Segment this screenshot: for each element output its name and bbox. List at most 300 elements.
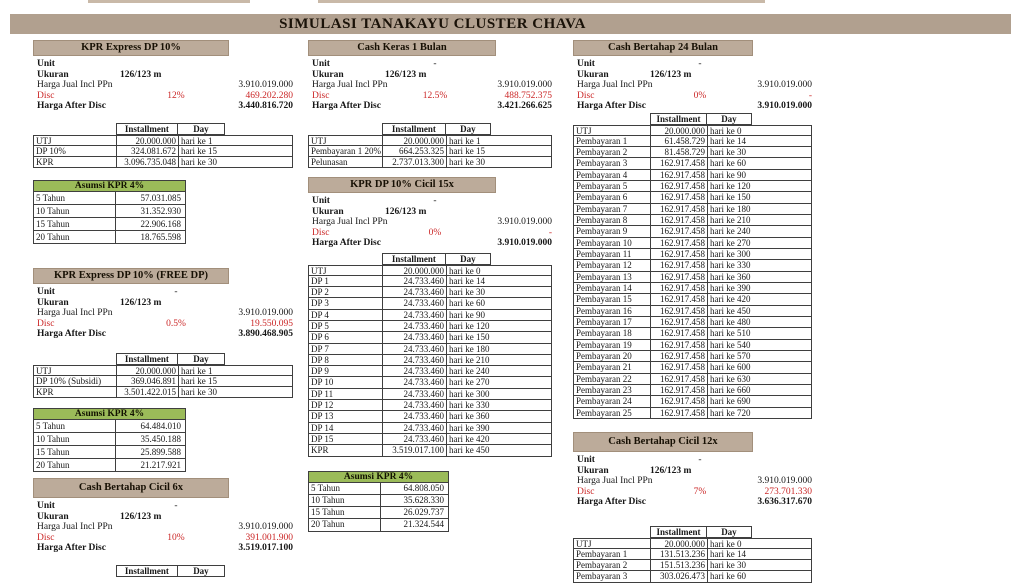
field-amount: 469.202.280 <box>245 90 293 101</box>
installment-value: 162.917.458 <box>651 396 708 406</box>
field-label: Disc <box>312 90 330 101</box>
installment-value: 24.733.460 <box>383 411 447 421</box>
schedule-row <box>573 549 812 560</box>
cicilan-value: 22.906.168 <box>140 218 181 229</box>
day-value: hari ke 240 <box>449 366 490 377</box>
schedule-row <box>573 260 812 271</box>
field-label: Disc <box>37 532 55 543</box>
payment-label: Pembayaran 12 <box>574 260 651 270</box>
payment-label: Pembayaran 21 <box>574 362 651 372</box>
section-info <box>575 59 812 112</box>
installment-value: 162.917.458 <box>651 294 708 304</box>
section-header: Cash Bertahap 24 Bulan <box>573 40 753 56</box>
schedule-row <box>573 238 812 249</box>
payment-label: Pembayaran 25 <box>574 408 651 418</box>
field-label: Unit <box>577 455 595 465</box>
field-label: Disc <box>37 90 55 101</box>
schedule-row <box>308 445 552 456</box>
installment-column-header: Installment <box>651 114 707 124</box>
schedule-row <box>308 355 552 366</box>
schedule-row <box>573 385 812 396</box>
installment-value: 162.917.458 <box>651 408 708 418</box>
field-label: Ukuran <box>312 69 344 80</box>
installment-value: 162.917.458 <box>651 260 708 270</box>
info-row-harga-after-disc <box>35 101 293 112</box>
day-value: hari ke 570 <box>710 351 751 362</box>
day-value: hari ke 720 <box>710 407 751 418</box>
installment-value: 303.026.473 <box>651 571 708 581</box>
field-label: Harga Jual Incl PPn <box>37 522 113 532</box>
asumsi-row <box>308 507 449 519</box>
schedule-row <box>308 400 552 411</box>
day-column-header: Day <box>721 526 737 537</box>
section-info <box>35 501 293 554</box>
cicilan-value: 64.484.010 <box>140 420 181 431</box>
section-kpr-express-dp10-free-dp <box>35 268 293 472</box>
day-value: hari ke 14 <box>449 275 485 286</box>
schedule-header-row <box>116 565 225 577</box>
payment-label: DP 4 <box>309 310 383 320</box>
cicilan-value: 57.031.085 <box>140 192 181 203</box>
payment-label: UTJ <box>574 539 651 548</box>
installment-value: 162.917.458 <box>651 374 708 384</box>
info-row-disc <box>310 228 552 239</box>
field-label: Disc <box>312 227 330 238</box>
payment-label: KPR <box>34 387 117 397</box>
day-value: hari ke 150 <box>449 332 490 343</box>
field-label: Ukuran <box>312 206 344 217</box>
field-mid-value: - <box>174 501 178 511</box>
payment-label: UTJ <box>34 366 117 375</box>
day-value: hari ke 180 <box>710 203 751 214</box>
field-label: Unit <box>577 59 595 69</box>
field-amount: 3.910.019.000 <box>497 238 552 248</box>
day-value: hari ke 90 <box>449 309 485 320</box>
schedule-row <box>573 396 812 407</box>
payment-label: Pembayaran 14 <box>574 283 651 293</box>
day-value: hari ke 14 <box>710 548 746 559</box>
payment-label: KPR <box>34 157 117 167</box>
day-value: hari ke 1 <box>181 365 213 376</box>
section-header: KPR Express DP 10% <box>33 40 229 56</box>
section-cash-keras-1-bulan <box>310 40 552 168</box>
day-value: hari ke 1 <box>449 135 481 146</box>
field-amount: 3.910.019.000 <box>757 101 812 111</box>
tenor-label: 5 Tahun <box>309 483 381 494</box>
field-amount: 3.890.468.905 <box>238 329 293 339</box>
installment-value: 162.917.458 <box>651 170 708 180</box>
installment-value: 162.917.458 <box>651 272 708 282</box>
field-amount: - <box>548 227 552 238</box>
payment-label: DP 1 <box>309 276 383 286</box>
day-column-header: Day <box>193 123 209 134</box>
schedule-row <box>308 146 552 157</box>
schedule-row <box>33 146 293 157</box>
info-row-ukuran <box>575 466 812 477</box>
payment-label: Pembayaran 2 <box>574 560 651 570</box>
day-value: hari ke 150 <box>710 192 751 203</box>
asumsi-row <box>308 519 449 531</box>
asumsi-row <box>33 433 186 446</box>
day-value: hari ke 120 <box>449 320 490 331</box>
installment-value: 151.513.236 <box>651 560 708 570</box>
field-label: Ukuran <box>37 69 69 80</box>
field-label: Ukuran <box>37 511 69 522</box>
info-row-harga-jual <box>310 80 552 91</box>
info-row-harga-jual <box>575 80 812 91</box>
field-mid-value: 12.5% <box>422 90 448 101</box>
installment-value: 162.917.458 <box>651 306 708 316</box>
schedule-row <box>573 560 812 571</box>
schedule-table <box>573 113 812 420</box>
tenor-label: 5 Tahun <box>34 192 116 204</box>
section-header: KPR Express DP 10% (FREE DP) <box>33 268 229 284</box>
info-row-unit <box>310 196 552 207</box>
installment-value: 162.917.458 <box>651 215 708 225</box>
asumsi-row <box>33 446 186 459</box>
payment-label: DP 14 <box>309 423 383 433</box>
installment-value: 24.733.460 <box>383 400 447 410</box>
field-label: Disc <box>577 90 595 101</box>
schedule-row <box>308 389 552 400</box>
installment-value: 24.733.460 <box>383 321 447 331</box>
payment-label: Pembayaran 17 <box>574 317 651 327</box>
schedule-header-row <box>116 353 225 365</box>
payment-label: DP 3 <box>309 298 383 308</box>
installment-value: 24.733.460 <box>383 310 447 320</box>
installment-value: 162.917.458 <box>651 340 708 350</box>
payment-label: Pembayaran 1 <box>574 136 651 146</box>
schedule-row <box>308 157 552 168</box>
schedule-row <box>573 351 812 362</box>
installment-column-header: Installment <box>117 354 178 364</box>
installment-value: 2.737.013.300 <box>383 157 447 167</box>
ukuran-value: 126/123 m <box>120 69 162 80</box>
schedule-row <box>573 226 812 237</box>
info-row-harga-after-disc <box>575 101 812 112</box>
day-value: hari ke 90 <box>710 169 746 180</box>
schedule-row <box>308 411 552 422</box>
installment-value: 24.733.460 <box>383 355 447 365</box>
schedule-row <box>573 272 812 283</box>
day-value: hari ke 510 <box>710 328 751 339</box>
day-value: hari ke 360 <box>710 271 751 282</box>
schedule-row <box>308 310 552 321</box>
tenor-label: 10 Tahun <box>34 205 116 217</box>
field-mid-value: 0% <box>693 90 707 101</box>
info-row-ukuran <box>35 512 293 523</box>
section-cash-bertahap-cicil-12x <box>575 432 812 583</box>
field-amount: 3.440.816.720 <box>238 101 293 111</box>
installment-value: 162.917.458 <box>651 226 708 236</box>
installment-value: 3.096.735.048 <box>117 157 179 167</box>
field-mid-value: 7% <box>693 486 707 497</box>
day-value: hari ke 60 <box>710 571 746 582</box>
installment-column-header: Installment <box>651 527 707 537</box>
field-amount: 3.910.019.000 <box>497 217 552 227</box>
info-row-disc <box>35 91 293 102</box>
cicilan-value: 21.217.921 <box>140 459 181 470</box>
day-value: hari ke 60 <box>449 298 485 309</box>
day-value: hari ke 210 <box>710 215 751 226</box>
schedule-row <box>573 306 812 317</box>
day-value: hari ke 270 <box>449 377 490 388</box>
installment-value: 162.917.458 <box>651 317 708 327</box>
day-value: hari ke 14 <box>710 135 746 146</box>
installment-value: 24.733.460 <box>383 287 447 297</box>
day-value: hari ke 30 <box>181 156 217 167</box>
payment-label: DP 6 <box>309 332 383 342</box>
schedule-row <box>308 377 552 388</box>
ukuran-value: 126/123 m <box>120 511 162 522</box>
payment-label: Pembayaran 2 <box>574 147 651 157</box>
ukuran-value: 126/123 m <box>650 465 692 476</box>
installment-value: 162.917.458 <box>651 351 708 361</box>
section-info <box>35 287 293 340</box>
schedule-row <box>308 135 552 146</box>
installment-value: 162.917.458 <box>651 181 708 191</box>
field-label: Harga After Disc <box>37 101 106 111</box>
day-value: hari ke 300 <box>710 249 751 260</box>
payment-label: UTJ <box>309 266 383 275</box>
info-row-ukuran <box>310 70 552 81</box>
installment-value: 162.917.458 <box>651 238 708 248</box>
cicilan-value: 31.352.930 <box>140 205 181 216</box>
payment-label: UTJ <box>34 136 117 145</box>
payment-label: DP 8 <box>309 355 383 365</box>
installment-value: 20.000.000 <box>651 126 708 135</box>
installment-value: 131.513.236 <box>651 549 708 559</box>
schedule-row <box>573 571 812 582</box>
payment-label: Pembayaran 5 <box>574 181 651 191</box>
section-info <box>575 455 812 508</box>
payment-label: DP 9 <box>309 366 383 376</box>
payment-label: DP 10% (Subsidi) <box>34 376 117 386</box>
payment-label: Pembayaran 20 <box>574 351 651 361</box>
schedule-row <box>308 276 552 287</box>
schedule-row <box>33 365 293 376</box>
day-value: hari ke 120 <box>710 181 751 192</box>
installment-value: 24.733.460 <box>383 377 447 387</box>
tenor-label: 15 Tahun <box>309 507 381 518</box>
day-value: hari ke 360 <box>449 411 490 422</box>
schedule-row <box>573 204 812 215</box>
asumsi-header: Asumsi KPR 4% <box>308 471 449 483</box>
payment-label: DP 10% <box>34 146 117 156</box>
tenor-label: 15 Tahun <box>34 218 116 230</box>
payment-label: UTJ <box>574 126 651 135</box>
field-label: Ukuran <box>577 465 609 476</box>
day-column-header: Day <box>460 123 476 134</box>
tenor-label: 5 Tahun <box>34 420 116 432</box>
field-amount: 3.910.019.000 <box>757 80 812 90</box>
field-amount: 3.519.017.100 <box>238 543 293 553</box>
day-value: hari ke 390 <box>449 422 490 433</box>
field-label: Harga Jual Incl PPn <box>577 476 653 486</box>
payment-label: DP 10 <box>309 377 383 387</box>
info-row-disc <box>35 319 293 330</box>
schedule-header-row <box>650 526 752 538</box>
info-row-ukuran <box>575 70 812 81</box>
info-row-harga-after-disc <box>35 329 293 340</box>
field-mid-value: 10% <box>167 532 185 543</box>
installment-value: 162.917.458 <box>651 362 708 372</box>
section-cash-bertahap-24-bulan <box>575 40 812 419</box>
field-label: Harga After Disc <box>37 543 106 553</box>
field-label: Harga Jual Incl PPn <box>37 80 113 90</box>
section-info <box>310 196 552 249</box>
day-column-header: Day <box>460 253 476 264</box>
installment-value: 162.917.458 <box>651 385 708 395</box>
ukuran-value: 126/123 m <box>120 297 162 308</box>
schedule-row <box>308 287 552 298</box>
info-row-harga-jual <box>35 308 293 319</box>
schedule-row <box>573 362 812 373</box>
installment-value: 24.733.460 <box>383 366 447 376</box>
payment-label: Pembayaran 8 <box>574 215 651 225</box>
schedule-row <box>33 387 293 398</box>
field-mid-value: - <box>433 196 437 206</box>
schedule-row <box>573 136 812 147</box>
schedule-table <box>33 123 293 168</box>
payment-label: DP 15 <box>309 434 383 444</box>
installment-value: 20.000.000 <box>383 266 447 275</box>
installment-value: 3.519.017.100 <box>383 445 447 455</box>
schedule-row <box>33 376 293 387</box>
info-row-harga-after-disc <box>575 497 812 508</box>
day-value: hari ke 270 <box>710 237 751 248</box>
day-value: hari ke 330 <box>449 400 490 411</box>
asumsi-row <box>33 192 186 205</box>
day-value: hari ke 15 <box>449 145 485 156</box>
field-label: Harga After Disc <box>312 238 381 248</box>
field-amount: 273.701.330 <box>764 486 812 497</box>
field-label: Unit <box>37 501 55 511</box>
installment-value: 20.000.000 <box>117 366 179 375</box>
asumsi-row <box>308 483 449 495</box>
installment-value: 20.000.000 <box>383 136 447 145</box>
ukuran-value: 126/123 m <box>385 206 427 217</box>
installment-value: 162.917.458 <box>651 328 708 338</box>
info-row-disc <box>575 487 812 498</box>
installment-value: 162.917.458 <box>651 249 708 259</box>
info-row-harga-after-disc <box>310 238 552 249</box>
installment-column-header: Installment <box>383 124 446 134</box>
section-header: Cash Bertahap Cicil 6x <box>33 478 229 498</box>
payment-label: Pembayaran 23 <box>574 385 651 395</box>
day-column-header: Day <box>193 565 209 576</box>
schedule-row <box>573 170 812 181</box>
field-amount: 3.421.266.625 <box>497 101 552 111</box>
field-label: Unit <box>312 59 330 69</box>
schedule-row <box>308 321 552 332</box>
asumsi-table <box>33 180 186 244</box>
field-label: Harga After Disc <box>312 101 381 111</box>
day-value: hari ke 660 <box>710 385 751 396</box>
info-row-harga-jual <box>575 476 812 487</box>
payment-label: Pelunasan <box>309 157 383 167</box>
installment-column-header: Installment <box>117 124 178 134</box>
installment-value: 24.733.460 <box>383 423 447 433</box>
info-row-ukuran <box>35 298 293 309</box>
field-label: Harga Jual Incl PPn <box>312 217 388 227</box>
page-title: SIMULASI TANAKAYU CLUSTER CHAVA <box>279 16 586 32</box>
installment-value: 324.081.672 <box>117 146 179 156</box>
schedule-row <box>573 181 812 192</box>
tenor-label: 20 Tahun <box>34 231 116 243</box>
installment-value: 24.733.460 <box>383 298 447 308</box>
day-value: hari ke 420 <box>710 294 751 305</box>
payment-label: Pembayaran 6 <box>574 192 651 202</box>
asumsi-header: Asumsi KPR 4% <box>33 180 186 192</box>
top-edge-artifact <box>318 0 765 3</box>
schedule-table <box>33 565 293 577</box>
payment-label: Pembayaran 13 <box>574 272 651 282</box>
schedule-row <box>308 366 552 377</box>
asumsi-row <box>33 231 186 244</box>
payment-label: Pembayaran 4 <box>574 170 651 180</box>
section-info <box>310 59 552 112</box>
payment-label: UTJ <box>309 136 383 145</box>
tenor-label: 15 Tahun <box>34 446 116 458</box>
installment-value: 162.917.458 <box>651 158 708 168</box>
ukuran-value: 126/123 m <box>650 69 692 80</box>
field-label: Harga Jual Incl PPn <box>577 80 653 90</box>
cicilan-value: 26.029.737 <box>403 507 444 518</box>
schedule-row <box>33 135 293 146</box>
schedule-row <box>308 298 552 309</box>
day-value: hari ke 1 <box>181 135 213 146</box>
payment-label: Pembayaran 11 <box>574 249 651 259</box>
tenor-label: 20 Tahun <box>34 459 116 471</box>
schedule-row <box>573 374 812 385</box>
day-value: hari ke 0 <box>449 265 481 276</box>
info-row-disc <box>35 533 293 544</box>
schedule-row <box>573 249 812 260</box>
installment-value: 24.733.460 <box>383 344 447 354</box>
schedule-row <box>573 158 812 169</box>
asumsi-row <box>308 495 449 507</box>
field-label: Unit <box>37 287 55 297</box>
field-mid-value: 0.5% <box>166 318 186 329</box>
schedule-row <box>573 215 812 226</box>
payment-label: Pembayaran 18 <box>574 328 651 338</box>
cicilan-value: 25.899.588 <box>140 446 181 457</box>
info-row-harga-jual <box>35 522 293 533</box>
info-row-unit <box>35 59 293 70</box>
schedule-table <box>573 526 812 583</box>
top-edge-artifact <box>88 0 250 3</box>
schedule-row <box>308 265 552 276</box>
day-value: hari ke 450 <box>449 445 490 456</box>
field-amount: 3.910.019.000 <box>757 476 812 486</box>
day-value: hari ke 450 <box>710 305 751 316</box>
schedule-row <box>573 283 812 294</box>
payment-label: Pembayaran 19 <box>574 340 651 350</box>
schedule-row <box>573 294 812 305</box>
day-value: hari ke 30 <box>449 156 485 167</box>
payment-label: DP 11 <box>309 389 383 399</box>
info-row-disc <box>575 91 812 102</box>
payment-label: Pembayaran 10 <box>574 238 651 248</box>
day-value: hari ke 300 <box>449 388 490 399</box>
payment-label: DP 2 <box>309 287 383 297</box>
schedule-table <box>308 123 552 168</box>
field-label: Disc <box>577 486 595 497</box>
day-value: hari ke 630 <box>710 373 751 384</box>
asumsi-table <box>33 408 186 472</box>
field-amount: 3.910.019.000 <box>497 80 552 90</box>
